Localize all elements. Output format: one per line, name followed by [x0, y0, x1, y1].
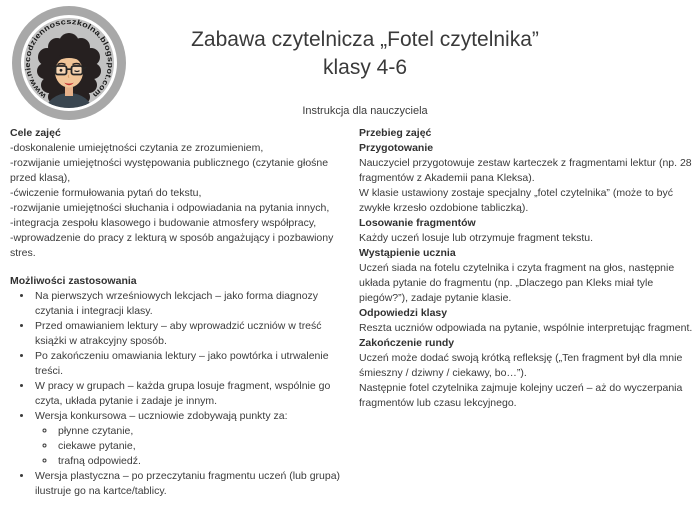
step-text: Uczeń może dodać swoją krótką refleksję („Ten fragment był dla mnie śmieszny / dziwny / ciekawy, bo…”).: [359, 352, 683, 379]
page-title-line1: Zabawa czytelnicza „Fotel czytelnika”: [191, 28, 539, 51]
sub-list-item-text: płynne czytanie,: [58, 425, 134, 437]
goal-line: -integracja zespołu klasowego i budowanie atmosfery współpracy,: [10, 217, 317, 229]
page-subtitle: Instrukcja dla nauczyciela: [302, 105, 428, 117]
section-heading-course: Przebieg zajęć: [359, 127, 432, 139]
list-item: [33, 469, 350, 499]
goal-line: -ćwiczenie formułowania pytań do tekstu,: [10, 187, 202, 199]
step-text: Każdy uczeń losuje lub otrzymuje fragment tekstu.: [359, 232, 594, 244]
step-text: W klasie ustawiony zostaje specjalny „fotel czytelnika” (może to być zwykłe krzesło ozdobione tabliczką).: [359, 187, 673, 214]
sub-list-item: [56, 439, 350, 454]
sub-list-item: [56, 424, 350, 439]
page-title: [30, 26, 700, 82]
list-item: [33, 349, 350, 379]
list-item-text: Przed omawianiem lektury – aby wprowadzić uczniów w treść książki w atrakcyjny sposób.: [35, 320, 322, 347]
step-title-class-answers: Odpowiedzi klasy: [359, 307, 448, 319]
goal-line: -rozwijanie umiejętności występowania publicznego (czytanie głośne przed klasą),: [10, 157, 329, 184]
list-item: [33, 289, 350, 319]
list-item-text: Na pierwszych wrześniowych lekcjach – jako forma diagnozy czytania i integracji klasy.: [35, 290, 319, 317]
step-title-student-performance: Wystąpienie ucznia: [359, 247, 456, 259]
list-item: [33, 379, 350, 409]
step-title-drawing-fragments: Losowanie fragmentów: [359, 217, 476, 229]
step-text: Uczeń siada na fotelu czytelnika i czyta fragment na głos, następnie układa pytanie do fragmentu (np. „Dlaczego pan Kleks miał tyle piegów?”), zadaje pytanie klasie.: [359, 262, 675, 304]
applications-list: [10, 289, 350, 499]
document-body: [10, 126, 695, 499]
section-heading-goals: Cele zajęć: [10, 127, 61, 139]
list-item: [33, 319, 350, 349]
sub-list-item-text: trafną odpowiedź.: [58, 455, 141, 467]
section-heading-applications: Możliwości zastosowania: [10, 275, 137, 287]
step-text: Nauczyciel przygotowuje zestaw karteczek z fragmentami lektur (np. 28 fragmentów z Akademii pana Kleksa).: [359, 157, 692, 184]
step-title-round-end: Zakończenie rundy: [359, 337, 455, 349]
sub-list-item: [56, 454, 350, 469]
logo-url: www.niecodziennoscszkolna.blogspot.com: [22, 16, 116, 101]
list-item-text: Po zakończeniu omawiania lektury – jako powtórka i utrwalenie treści.: [35, 350, 329, 377]
left-column: [10, 126, 350, 499]
list-item-text: Wersja plastyczna – po przeczytaniu fragmentu uczeń (lub grupa) ilustruje go na kartce/tablicy.: [35, 470, 341, 497]
document-header: [30, 26, 700, 117]
step-text: Reszta uczniów odpowiada na pytanie, wspólnie interpretując fragment.: [359, 322, 693, 334]
list-item-text: Wersja konkursowa – uczniowie zdobywają punkty za:: [35, 410, 288, 422]
list-item: [33, 409, 350, 469]
goal-line: -wprowadzenie do pracy z lekturą w sposób angażujący i pozbawiony stres.: [10, 232, 334, 259]
right-column: [359, 126, 695, 499]
contest-points-sublist: [35, 424, 350, 469]
step-text: Następnie fotel czytelnika zajmuje kolejny uczeń – aż do wyczerpania fragmentów lub czasu lekcyjnego.: [359, 382, 683, 409]
list-item-text: W pracy w grupach – każda grupa losuje fragment, wspólnie go czyta, układa pytanie i zadaje je innym.: [35, 380, 331, 407]
page-title-line2: klasy 4-6: [322, 56, 408, 79]
goal-line: -doskonalenie umiejętności czytania ze zrozumieniem,: [10, 142, 264, 154]
step-title-preparation: Przygotowanie: [359, 142, 434, 154]
goal-line: -rozwijanie umiejętności słuchania i odpowiadania na pytania innych,: [10, 202, 330, 214]
sub-list-item-text: ciekawe pytanie,: [58, 440, 136, 452]
